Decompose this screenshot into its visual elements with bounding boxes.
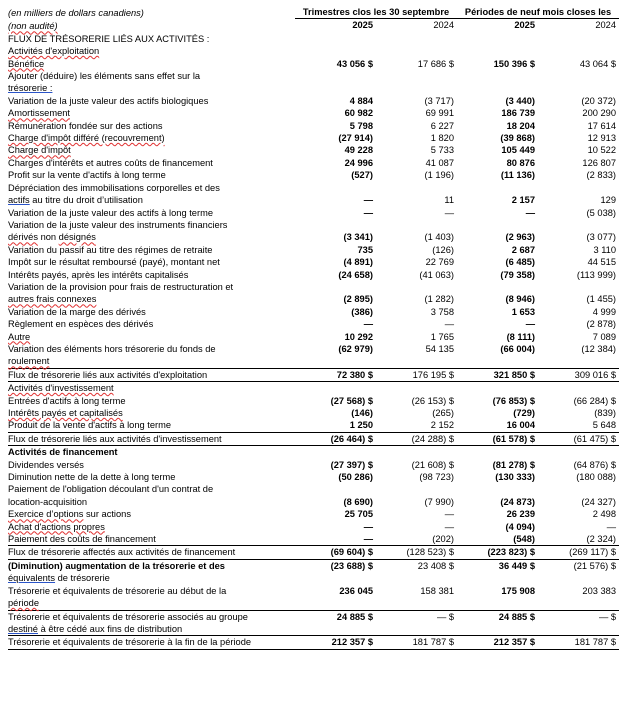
- row-location-acquisition: [8, 496, 619, 508]
- row-label-line1: Trésorerie et équivalents de trésorerie associés au groupe: [8, 611, 248, 622]
- value-ytd-2025: (24 873): [500, 496, 535, 507]
- row-tresorerie-groupe: [8, 610, 619, 623]
- row-label-line2: actifs au titre du droit d’utilisation: [8, 195, 143, 206]
- row-remuneration: [8, 120, 619, 132]
- value-q-2025: (4 891): [343, 257, 373, 268]
- value-ytd-2025: 175 908: [501, 585, 535, 596]
- row-interets-capitalises: [8, 407, 619, 419]
- row-exercice-options: [8, 508, 619, 520]
- row-profit-vente: [8, 169, 619, 181]
- value-ytd-2025: (81 278) $: [492, 459, 535, 470]
- value-ytd-2025: (8 946): [505, 294, 535, 305]
- audit-note: [8, 19, 295, 33]
- row-label-line2: équivalents de trésorerie: [8, 573, 110, 584]
- row-label: Charge d'impôt différé (recouvrement): [8, 133, 165, 144]
- value-ytd-2025: (548): [513, 534, 535, 545]
- row-passif-retraite: [8, 244, 619, 256]
- total-financing: [8, 546, 619, 559]
- row-dette-lt: [8, 471, 619, 483]
- value-q-2024: —: [444, 207, 454, 218]
- value-q-2024: (98 723): [419, 472, 454, 483]
- row-addback-note-2: [8, 82, 619, 94]
- value-ytd-2025: 212 357 $: [457, 636, 538, 649]
- value-ytd-2024: 4 999: [592, 306, 617, 317]
- row-label: Autre: [8, 331, 31, 342]
- value-q-2024: (202): [432, 534, 454, 545]
- row-tresorerie-groupe-line2: [8, 623, 619, 636]
- row-jv-actifs-lt: [8, 207, 619, 219]
- value-ytd-2025: 186 739: [501, 108, 535, 119]
- row-variation-tresorerie-line2: [8, 572, 619, 584]
- row-depreciation-line1: [8, 182, 619, 194]
- value-q-2024: (1 403): [424, 232, 454, 243]
- section-heading-financing: [8, 446, 619, 459]
- row-impot-differe: [8, 132, 619, 144]
- row-label: Paiement des coûts de financement: [8, 534, 156, 545]
- total-q-2025: (69 604) $: [295, 546, 376, 559]
- row-label-line1: Variation de la juste valeur des instruments financiers: [8, 219, 228, 230]
- value-ytd-2025: —: [525, 207, 535, 218]
- value-ytd-2025: 105 449: [501, 145, 535, 156]
- value-q-2025: (27 397) $: [330, 459, 373, 470]
- value-q-2025: (50 286): [338, 472, 373, 483]
- value-ytd-2024: 2 498: [592, 509, 617, 520]
- value-ytd-2024: 12 913: [587, 133, 617, 144]
- value-q-2025: 735: [357, 244, 373, 255]
- total-q-2025: 72 380 $: [295, 368, 376, 381]
- value-q-2024: 17 686 $: [417, 58, 454, 69]
- row-label: Variation du passif au titre des régimes de retraite: [8, 244, 213, 255]
- row-label-line1: Variation de la provision pour frais de restructuration et: [8, 281, 234, 292]
- value-ytd-2025: 36 449 $: [498, 560, 535, 571]
- value-q-2024: 22 769: [425, 257, 454, 268]
- value-q-2024: (126): [432, 244, 454, 255]
- value-q-2024: 1 765: [430, 331, 454, 342]
- addback-note-line1: Ajouter (déduire) les éléments sans effet sur la: [8, 71, 201, 82]
- value-q-2024: 11: [444, 195, 454, 206]
- value-q-2024: (265): [432, 408, 454, 418]
- value-ytd-2025: (79 358): [500, 269, 535, 280]
- row-label: Règlement en espèces des dérivés: [8, 319, 154, 330]
- header-year-ytd-2025: 2025: [514, 20, 535, 31]
- row-label: Dividendes versés: [8, 459, 84, 470]
- value-q-2024: (1 282): [424, 294, 454, 305]
- value-q-2025: 24 996: [344, 157, 373, 168]
- operating-title: Activités d'exploitation: [8, 46, 100, 57]
- row-jv-derives: [8, 231, 619, 243]
- row-fonds-roulement-line2: [8, 355, 619, 368]
- value-q-2024: (7 990): [424, 496, 454, 507]
- row-couts-financement: [8, 533, 619, 546]
- value-ytd-2025: (2 963): [505, 232, 535, 243]
- value-ytd-2024: (3 077): [586, 232, 617, 243]
- row-label: Exercice d’options sur actions: [8, 509, 131, 520]
- value-ytd-2024: (113 999): [576, 269, 617, 280]
- value-q-2024: —: [444, 521, 454, 532]
- value-ytd-2025: (130 333): [495, 472, 535, 483]
- value-q-2024: (21 608) $: [411, 459, 454, 470]
- row-label-line2: période: [8, 597, 619, 610]
- value-ytd-2024: (180 088): [576, 472, 617, 483]
- value-ytd-2025: 26 239: [506, 509, 535, 520]
- total-ytd-2024: (269 117) $: [538, 546, 619, 559]
- value-q-2025: 60 982: [344, 108, 373, 119]
- total-ytd-2024: (61 475) $: [538, 432, 619, 445]
- row-fonds-roulement: [8, 343, 619, 355]
- value-q-2024: 41 087: [425, 157, 454, 168]
- value-q-2025: 43 056 $: [336, 58, 373, 69]
- value-q-2025: —: [363, 207, 373, 218]
- value-ytd-2025: (3 440): [505, 95, 535, 106]
- row-dividendes: [8, 459, 619, 471]
- row-label-line1: (Diminution) augmentation de la trésorerie et des: [8, 560, 225, 571]
- header-year-q-2025: 2025: [352, 20, 373, 31]
- row-label: Bénéfice: [8, 58, 45, 69]
- value-q-2025: 4 884: [349, 95, 373, 106]
- row-jv-bio: [8, 95, 619, 107]
- value-q-2024: 3 758: [430, 306, 454, 317]
- value-ytd-2025: 80 876: [506, 157, 535, 168]
- table-body: [8, 33, 619, 649]
- value-ytd-2024: 7 089: [592, 331, 617, 342]
- row-label: Rémunération fondée sur des actions: [8, 120, 163, 131]
- section-heading-operating: [8, 45, 619, 57]
- value-q-2025: 49 228: [344, 145, 373, 156]
- addback-note-line2: trésorerie :: [8, 83, 53, 94]
- row-label: Charges d'intérêts et autres coûts de financement: [8, 157, 213, 168]
- header-group-quarter: Trimestres clos les 30 septembre: [295, 6, 457, 19]
- row-label: Variation de la marge des dérivés: [8, 306, 146, 317]
- value-ytd-2025: (8 111): [506, 331, 535, 342]
- value-q-2025: (2 895): [343, 294, 373, 305]
- row-tresorerie-debut: [8, 585, 619, 597]
- row-label: Trésorerie et équivalents de trésorerie à la fin de la période: [8, 636, 295, 649]
- value-q-2025: —: [363, 319, 373, 330]
- value-ytd-2025: (11 136): [500, 170, 535, 181]
- row-label: Profit sur la vente d'actifs à long terme: [8, 170, 166, 181]
- value-ytd-2024: (839): [594, 408, 617, 418]
- value-q-2025: (8 690): [343, 496, 373, 507]
- total-label: Flux de trésorerie affectés aux activités de financement: [8, 546, 295, 559]
- row-provision-restructuration: [8, 293, 619, 305]
- value-ytd-2024: 129: [600, 195, 617, 206]
- row-impot-rembourse: [8, 256, 619, 268]
- row-label-line1: Dépréciation des immobilisations corporelles et des: [8, 182, 220, 193]
- total-ytd-2025: (61 578) $: [457, 432, 538, 445]
- value-q-2024: 5 733: [430, 145, 454, 156]
- row-interets-payes: [8, 269, 619, 281]
- row-label: Impôt sur le résultat remboursé (payé), montant net: [8, 257, 220, 268]
- value-q-2024: 181 787 $: [376, 636, 457, 649]
- value-ytd-2025: 18 204: [506, 120, 535, 131]
- header-row-years: [8, 19, 619, 33]
- value-q-2024: 69 991: [425, 108, 454, 119]
- value-ytd-2024: (21 576) $: [573, 560, 617, 571]
- row-addback-note-1: [8, 70, 619, 82]
- value-ytd-2024: (64 876) $: [573, 459, 617, 470]
- section-heading-investing: [8, 382, 619, 395]
- value-q-2025: (62 979): [338, 343, 373, 354]
- total-ytd-2025: (223 823) $: [457, 546, 538, 559]
- row-label: Charge d'impôt: [8, 145, 71, 156]
- value-ytd-2025: —: [525, 319, 535, 330]
- value-q-2025: 5 798: [349, 120, 373, 131]
- row-label-line2: roulement: [8, 356, 50, 367]
- row-achat-actions: [8, 521, 619, 533]
- value-q-2024: 54 135: [425, 343, 454, 354]
- value-q-2024: 23 408 $: [417, 560, 454, 571]
- value-q-2024: 6 227: [430, 120, 454, 131]
- value-ytd-2024: (12 384): [581, 343, 617, 354]
- value-q-2025: (3 341): [343, 232, 373, 243]
- value-q-2025: 212 357 $: [295, 636, 376, 649]
- row-label-line2: autres frais connexes: [8, 294, 97, 305]
- row-benefice: [8, 58, 619, 70]
- value-ytd-2024: 5 648: [592, 420, 617, 431]
- row-variation-tresorerie: [8, 559, 619, 572]
- value-q-2025: (527): [351, 170, 373, 181]
- value-ytd-2024: —: [606, 521, 617, 532]
- row-location-acquisition-line1: [8, 483, 619, 495]
- total-q-2024: (128 523) $: [376, 546, 457, 559]
- value-ytd-2024: (1 455): [586, 294, 617, 305]
- value-q-2024: 158 381: [420, 585, 454, 596]
- units-note: (en milliers de dollars canadiens): [8, 7, 144, 18]
- row-label: Variation de la juste valeur des actifs à long terme: [8, 207, 213, 218]
- row-label-line2: destiné à être cédé aux fins de distribution: [8, 623, 619, 636]
- value-ytd-2024: 10 522: [587, 145, 617, 156]
- value-ytd-2025: 16 004: [506, 420, 535, 431]
- value-q-2025: 25 705: [344, 509, 373, 520]
- value-q-2024: (41 063): [419, 269, 454, 280]
- value-ytd-2025: 2 157: [511, 195, 535, 206]
- value-q-2024: 1 820: [430, 133, 454, 144]
- header-year-ytd-2024: 2024: [595, 20, 617, 31]
- value-ytd-2024: 181 787 $: [538, 636, 619, 649]
- row-label: Diminution nette de la dette à long terme: [8, 472, 176, 483]
- value-ytd-2025: (66 004): [500, 343, 535, 354]
- row-label-line1: Trésorerie et équivalents de trésorerie au début de la: [8, 585, 227, 596]
- value-q-2025: (27 914): [338, 133, 373, 144]
- value-ytd-2024: (5 038): [586, 207, 617, 218]
- table-header: [8, 6, 619, 33]
- value-ytd-2025: (729): [513, 408, 535, 418]
- value-q-2024: (3 717): [424, 95, 454, 106]
- value-q-2024: (1 196): [424, 170, 454, 181]
- row-label: Produit de la vente d'actifs à long terme: [8, 420, 172, 431]
- row-provision-restructuration-line1: [8, 281, 619, 293]
- total-operating: [8, 368, 619, 381]
- row-label: Entrées d'actifs à long terme: [8, 395, 126, 406]
- total-q-2024: 176 195 $: [376, 368, 457, 381]
- value-ytd-2024: (66 284) $: [573, 395, 617, 406]
- value-q-2025: 24 885 $: [336, 611, 373, 622]
- value-ytd-2025: (4 094): [505, 521, 535, 532]
- audit-note-text: (non audité): [8, 21, 58, 32]
- value-q-2025: —: [363, 521, 373, 532]
- value-ytd-2025: 2 687: [511, 244, 535, 255]
- header-row-groups: [8, 6, 619, 19]
- row-label-line2: dérivés non désignés: [8, 232, 96, 243]
- value-q-2025: —: [363, 534, 373, 545]
- row-produit-vente: [8, 419, 619, 432]
- value-q-2025: (386): [351, 306, 373, 317]
- value-ytd-2024: (2 833): [586, 170, 617, 181]
- row-tresorerie-debut-line2: [8, 597, 619, 610]
- value-ytd-2024: 17 614: [587, 120, 617, 131]
- row-label: Intérêts payés, après les intérêts capitalisés: [8, 269, 189, 280]
- row-tresorerie-fin: [8, 636, 619, 649]
- row-reglement-derives: [8, 318, 619, 330]
- value-q-2024: —: [444, 319, 454, 330]
- value-ytd-2024: 200 290: [582, 108, 617, 119]
- investing-title: Activités d'investissement: [8, 383, 114, 394]
- value-ytd-2024: (24 327): [581, 496, 617, 507]
- row-label: Intérêts payés et capitalisés: [8, 408, 123, 418]
- total-label: Flux de trésorerie liés aux activités d'investissement: [8, 432, 295, 445]
- statement-title: FLUX DE TRÉSORERIE LIÉS AUX ACTIVITÉS :: [8, 33, 210, 44]
- value-q-2025: —: [363, 195, 373, 206]
- row-entrees-actifs: [8, 395, 619, 407]
- value-ytd-2024: 126 807: [582, 157, 617, 168]
- total-ytd-2024: 309 016 $: [538, 368, 619, 381]
- value-ytd-2024: (2 878): [586, 319, 617, 330]
- total-investing: [8, 432, 619, 445]
- section-heading-cashflow: [8, 33, 619, 45]
- value-ytd-2024: — $: [598, 611, 617, 622]
- value-ytd-2025: 1 653: [511, 306, 535, 317]
- row-marge-derives: [8, 306, 619, 318]
- value-ytd-2024: 44 515: [587, 257, 617, 268]
- value-ytd-2025: (76 853) $: [492, 395, 535, 406]
- header-year-q-2024: 2024: [433, 20, 454, 31]
- total-ytd-2025: 321 850 $: [457, 368, 538, 381]
- row-charges-interets: [8, 157, 619, 169]
- value-ytd-2024: (2 324): [586, 534, 617, 545]
- total-label: Flux de trésorerie liés aux activités d'exploitation: [8, 368, 295, 381]
- value-ytd-2025: (6 485): [505, 257, 535, 268]
- row-label-line2: location-acquisition: [8, 496, 88, 507]
- row-label-line1: Paiement de l'obligation découlant d'un contrat de: [8, 484, 214, 495]
- value-q-2024: (26 153) $: [411, 395, 454, 406]
- header-group-ytd: Périodes de neuf mois closes les: [457, 6, 619, 19]
- row-label: Achat d'actions propres: [8, 521, 105, 532]
- row-label: Amortissement: [8, 108, 70, 119]
- value-ytd-2024: 3 110: [593, 244, 617, 255]
- value-q-2025: (146): [351, 408, 373, 418]
- row-jv-derives-line1: [8, 219, 619, 231]
- row-amortissement: [8, 107, 619, 119]
- value-q-2025: 1 250: [349, 420, 373, 431]
- value-ytd-2025: 24 885 $: [498, 611, 535, 622]
- value-q-2025: (23 688) $: [330, 560, 373, 571]
- value-q-2024: 2 152: [430, 420, 454, 431]
- value-q-2025: (27 568) $: [330, 395, 373, 406]
- value-ytd-2025: 150 396 $: [493, 58, 535, 69]
- value-q-2025: (24 658): [338, 269, 373, 280]
- value-q-2025: 236 045: [339, 585, 373, 596]
- cash-flow-table: [8, 6, 619, 650]
- row-label: Variation de la juste valeur des actifs biologiques: [8, 95, 209, 106]
- financing-title: Activités de financement: [8, 447, 118, 458]
- total-q-2024: (24 288) $: [376, 432, 457, 445]
- row-depreciation: [8, 194, 619, 206]
- value-ytd-2024: (20 372): [581, 95, 617, 106]
- value-ytd-2024: 203 383: [582, 585, 617, 596]
- value-ytd-2024: 43 064 $: [579, 58, 617, 69]
- row-label-line1: Variation des éléments hors trésorerie du fonds de: [8, 343, 216, 354]
- value-ytd-2025: (39 868): [500, 133, 535, 144]
- value-q-2025: 10 292: [344, 331, 373, 342]
- row-charge-impot: [8, 144, 619, 156]
- value-q-2024: —: [444, 509, 454, 520]
- value-q-2024: — $: [436, 611, 454, 622]
- row-autre: [8, 331, 619, 343]
- total-q-2025: (26 464) $: [295, 432, 376, 445]
